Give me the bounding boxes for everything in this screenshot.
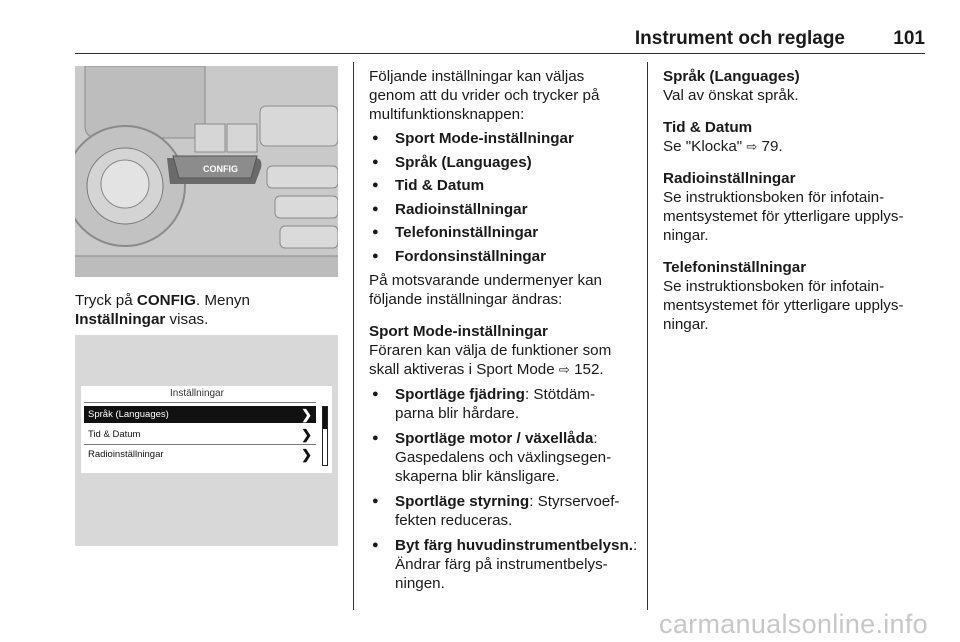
list-item: ● Språk (Languages) xyxy=(369,153,639,172)
watermark: carmanualsonline.info xyxy=(659,609,928,639)
sport-heading: Sport Mode-inställningar xyxy=(369,322,548,340)
screen-row-label: Tid & Datum xyxy=(88,429,141,440)
intro-suffix: visas. xyxy=(165,311,209,328)
dashboard-photo xyxy=(75,66,338,277)
item-text: : Stötdäm- xyxy=(524,385,596,403)
chevron-right-icon: ❯ xyxy=(301,447,312,462)
menu-items-list xyxy=(369,129,639,266)
middle-column xyxy=(369,67,639,593)
config-label: CONFIG xyxy=(203,164,238,174)
page-number: 101 xyxy=(893,28,925,49)
header-rule xyxy=(75,53,925,54)
radio-section xyxy=(663,169,933,245)
text-line: Följande inställningar kan väljas xyxy=(369,68,585,85)
time-section xyxy=(663,118,933,156)
time-text: Se "Klocka" xyxy=(663,138,747,155)
intro-menu-name: Inställningar xyxy=(75,311,166,328)
text-line: mentsystemet för ytterligare upplys- xyxy=(663,208,904,225)
item-text: fekten reduceras. xyxy=(395,511,513,529)
column-divider-2 xyxy=(647,62,648,610)
screen-row-time[interactable] xyxy=(84,426,316,443)
page-header xyxy=(75,28,925,50)
left-text xyxy=(75,291,345,329)
column-divider-1 xyxy=(353,62,354,610)
list-item: ● Sport Mode-inställningar xyxy=(369,129,639,148)
config-button-photo xyxy=(75,66,338,277)
item-term: Byt färg huvudinstrumentbelysn. xyxy=(395,536,633,554)
item-text: : xyxy=(632,536,638,554)
list-item xyxy=(369,536,639,593)
text-line: mentsystemet för ytterligare upplys- xyxy=(663,297,904,314)
page-reference[interactable]: 79. xyxy=(761,138,783,155)
list-item: ● Fordonsinställningar xyxy=(369,247,639,266)
screen-row-language[interactable] xyxy=(84,406,316,423)
lang-text: Val av önskat språk. xyxy=(663,87,799,104)
text-line: Föraren kan välja de funktioner som xyxy=(369,341,612,359)
item-term: Sportläge fjädring xyxy=(395,385,525,403)
list-item: ● Radioinställningar xyxy=(369,200,639,219)
item-text: Gaspedalens och växlingsegen- xyxy=(395,448,612,466)
screen-row-label: Radioinställningar xyxy=(88,449,164,460)
screen-row-label: Språk (Languages) xyxy=(88,409,169,420)
radio-heading: Radioinställningar xyxy=(663,170,796,187)
middle-intro xyxy=(369,67,639,124)
item-text: Ändrar färg på instrumentbelys- xyxy=(395,555,608,573)
screen-divider xyxy=(84,444,316,445)
intro-prefix: Tryck på xyxy=(75,292,137,309)
list-item xyxy=(369,492,639,530)
right-column xyxy=(663,67,933,334)
text-line: följande inställningar ändras: xyxy=(369,290,563,308)
item-term: Sportläge styrning xyxy=(395,492,530,510)
text-line: Se instruktionsboken för infotain- xyxy=(663,189,885,206)
item-text: ningen. xyxy=(395,574,445,592)
screen-divider xyxy=(84,402,316,403)
list-item: ● Tid & Datum xyxy=(369,176,639,195)
phone-section xyxy=(663,258,933,334)
item-text: parna blir hårdare. xyxy=(395,404,520,422)
sport-items-list xyxy=(369,385,639,593)
chevron-right-icon: ❯ xyxy=(301,427,312,442)
sport-section xyxy=(369,322,639,379)
settings-screen-panel xyxy=(75,335,338,546)
screen-title: Inställningar xyxy=(170,388,224,399)
scrollbar-thumb[interactable] xyxy=(323,407,327,429)
item-text: : Styrservoef- xyxy=(529,492,620,510)
text-line: Se instruktionsboken för infotain- xyxy=(663,278,885,295)
arrow-right-outline-icon: ⇨ xyxy=(558,361,570,377)
lang-heading: Språk (Languages) xyxy=(663,68,800,85)
arrow-right-outline-icon: ⇨ xyxy=(746,139,758,154)
list-item: ● Telefoninställningar xyxy=(369,223,639,242)
phone-heading: Telefoninställningar xyxy=(663,259,807,276)
time-heading: Tid & Datum xyxy=(663,119,753,136)
chevron-right-icon: ❯ xyxy=(301,407,312,422)
text-line: genom att du vrider och trycker på xyxy=(369,87,600,104)
intro-mid: . Menyn xyxy=(195,292,250,309)
text-line: ningar. xyxy=(663,316,709,333)
screen-scrollbar[interactable] xyxy=(322,406,328,466)
item-term: Sportläge motor / växellåda xyxy=(395,429,594,447)
page-title: Instrument och reglage xyxy=(634,28,845,49)
text-line: skall aktiveras i Sport Mode xyxy=(369,360,559,378)
list-item xyxy=(369,385,639,423)
sub-intro xyxy=(369,271,639,309)
text-line: På motsvarande undermenyer kan xyxy=(369,271,603,289)
intro-config: CONFIG xyxy=(136,292,196,309)
screen-row-radio[interactable] xyxy=(84,446,316,463)
settings-screen xyxy=(81,386,332,473)
text-line: ningar. xyxy=(663,227,709,244)
list-item xyxy=(369,429,639,486)
lang-section xyxy=(663,67,933,105)
item-text: skaperna blir känsligare. xyxy=(395,467,560,485)
item-text: : xyxy=(593,429,598,447)
page-reference[interactable]: 152. xyxy=(574,360,604,378)
text-line: multifunktionsknappen: xyxy=(369,106,525,123)
